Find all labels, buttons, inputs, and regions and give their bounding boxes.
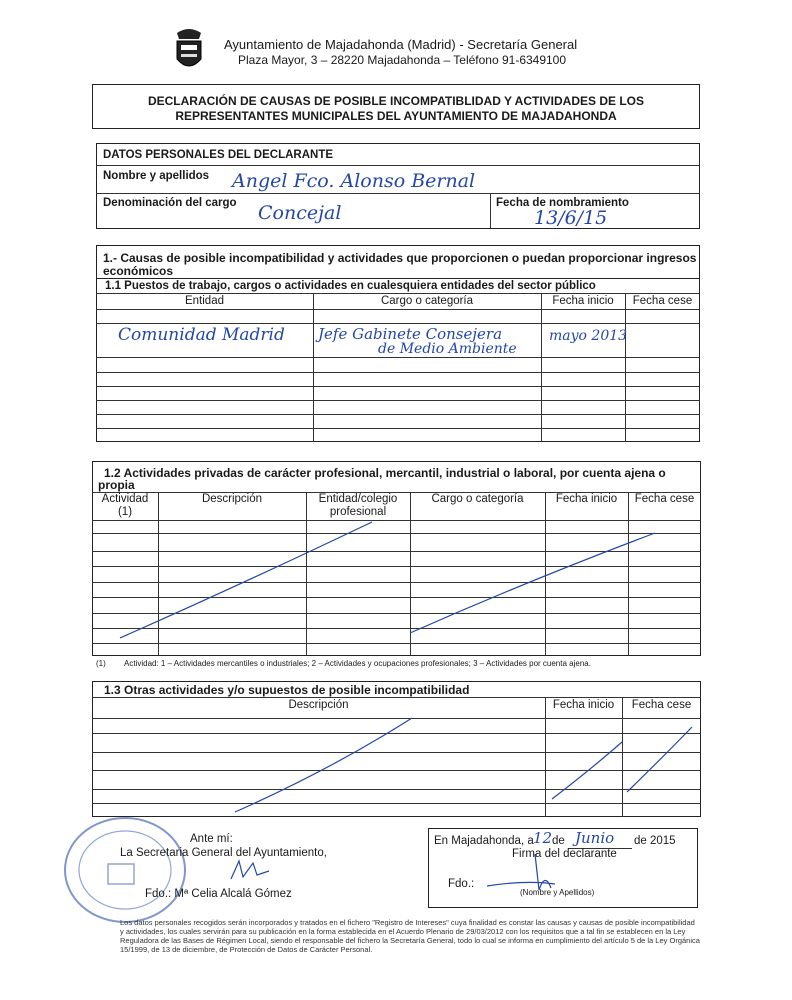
col-fecha-cese-12: Fecha cese	[634, 493, 695, 505]
col-fecha-inicio-12: Fecha inicio	[555, 493, 618, 505]
cargo-label: Denominación del cargo	[103, 197, 237, 209]
personal-heading: DATOS PERSONALES DEL DECLARANTE	[103, 149, 334, 161]
col-cargo: Cargo o categoría	[380, 295, 474, 307]
de-label-1: de	[552, 835, 565, 847]
footnote-number: (1)	[96, 659, 106, 668]
name-label: Nombre y apellidos	[103, 170, 210, 182]
fecha-nombramiento-label: Fecha de nombramiento	[496, 197, 629, 209]
col-descripcion-13: Descripción	[288, 699, 349, 711]
col-actividad-2: (1)	[117, 506, 133, 518]
col-entidad: Entidad	[184, 295, 224, 307]
section11-heading: 1.1 Puestos de trabajo, cargos o actividades en cualesquiera entidades del sector público	[105, 280, 596, 292]
title-line2: REPRESENTANTES MUNICIPALES DEL AYUNTAMIENTO DE MAJADAHONDA	[175, 109, 617, 123]
fecha-nombramiento-value: 13/6/15	[534, 207, 608, 229]
day-value: 12	[533, 829, 553, 847]
entry-entidad: Comunidad Madrid	[118, 325, 285, 345]
section12-heading-line2: propia	[98, 478, 135, 492]
section12-heading-line1: 1.2 Actividades privadas de carácter profesional, mercantil, industrial o laboral, por cuenta ajena o	[104, 466, 666, 480]
col-fecha-cese-13: Fecha cese	[631, 699, 692, 711]
place-label: En Majadahonda, a	[434, 835, 534, 847]
legal-notice: Los datos personales recogidos serán incorporados y tratados en el fichero "Registro de Intereses" cuya finalidad es constar las causas y causas de posible incompatibilidad y actividades, los cuales servirán para su publicación en la forma establecida en el Acuerdo Plenario de 29/03/2012 con los requisitos que a tal fin se establecen en la Ley Reguladora de las Bases de Régimen Local, siendo el responsable del fichero la Secretaría General, todo lo cual se informa en cumplimiento del artículo 5 de la Ley Orgánica 15/1999, de 13 de diciembre, de Protección de Datos de Carácter Personal.	[120, 918, 700, 954]
firma-label: Firma del declarante	[512, 848, 617, 860]
secretaria-seal-stamp	[60, 812, 190, 927]
col-descripcion: Descripción	[201, 493, 263, 505]
col-actividad-1: Actividad	[101, 493, 149, 505]
entry-cargo-line1: Jefe Gabinete Consejera	[318, 325, 503, 343]
section1-heading-line1: 1.- Causas de posible incompatibilidad y actividades que proporcionen o puedan proporcionar ingresos	[103, 251, 697, 265]
month-value: Junio	[575, 829, 615, 847]
entry-fecha-inicio: mayo 2013	[549, 328, 628, 344]
de-label-2: de 2015	[634, 835, 676, 847]
col-cargo-categoria: Cargo o categoría	[431, 493, 524, 505]
header-line2: Plaza Mayor, 3 – 28220 Majadahonda – Teléfono 91-6349100	[238, 53, 567, 67]
header-line1: Ayuntamiento de Majadahonda (Madrid) - Secretaría General	[224, 37, 578, 52]
footnote-text: Actividad: 1 – Actividades mercantiles o industriales; 2 – Actividades y ocupaciones profesionales; 3 – Actividades por cuenta ajena.	[124, 659, 591, 668]
section1-heading-line2: económicos	[103, 264, 174, 278]
secretaria-signature	[225, 855, 275, 885]
col-fecha-inicio: Fecha inicio	[552, 295, 614, 307]
secretaria-text: La Secretaria General del Ayuntamiento,	[120, 847, 327, 859]
fdo-label: Fdo.:	[448, 878, 475, 890]
col-fecha-inicio-13: Fecha inicio	[552, 699, 615, 711]
cargo-value: Concejal	[258, 202, 342, 224]
nombre-label: (Nombre y Apellidos)	[520, 888, 595, 897]
section13-heading: 1.3 Otras actividades y/o supuestos de posible incompatibilidad	[104, 683, 470, 697]
title-line1: DECLARACIÓN DE CAUSAS DE POSIBLE INCOMPATIBLIDAD Y ACTIVIDADES DE LOS	[147, 94, 645, 108]
ante-mi: Ante mí:	[190, 833, 233, 845]
entry-cargo-line2: de Medio Ambiente	[378, 341, 517, 357]
col-fecha-cese: Fecha cese	[632, 295, 693, 307]
name-value: Angel Fco. Alonso Bernal	[232, 170, 476, 192]
col-entidad-colegio-1: Entidad/colegio	[318, 493, 398, 505]
secretaria-name: Fdo.: Mª Celia Alcalá Gómez	[145, 888, 292, 900]
col-entidad-colegio-2: profesional	[329, 506, 387, 518]
